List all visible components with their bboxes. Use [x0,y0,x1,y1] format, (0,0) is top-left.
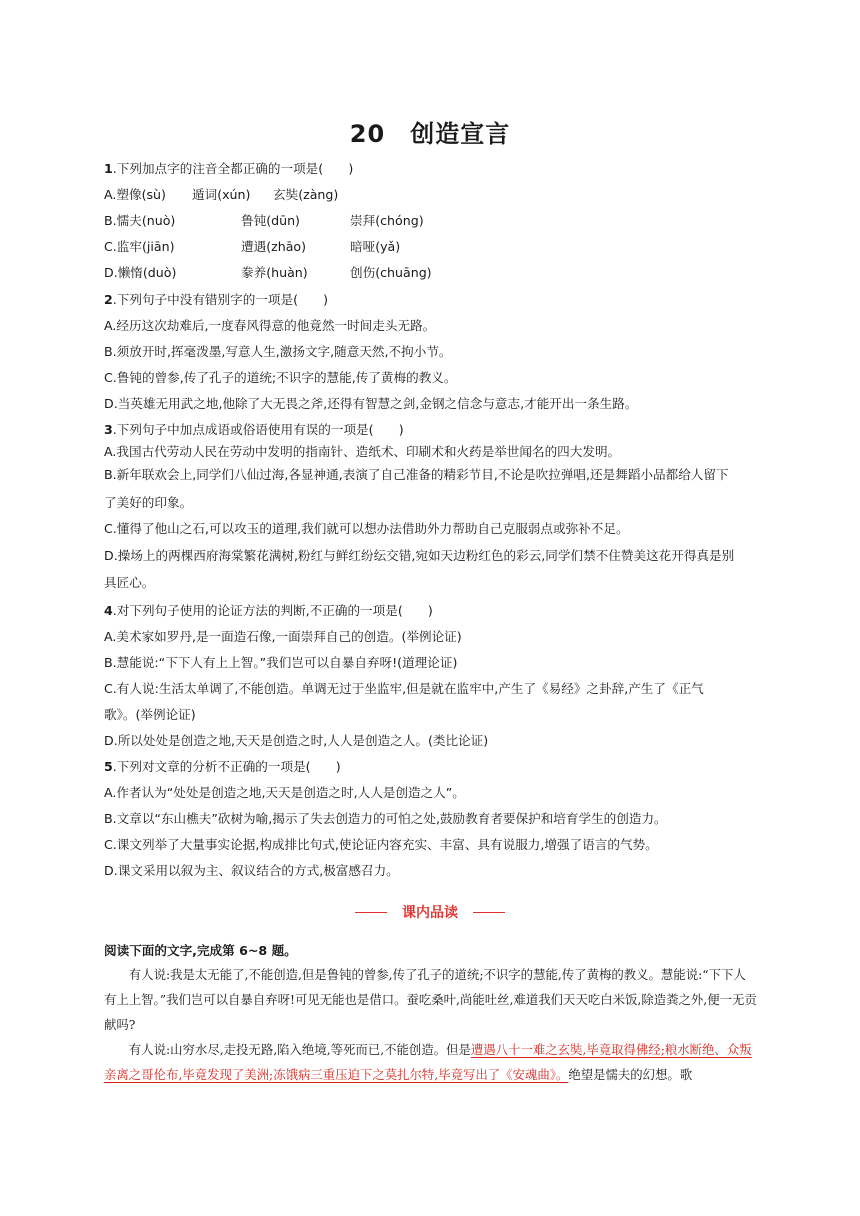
question-4-text: .对下列句子使用的论证方法的判断,不正确的一项是( ) [112,603,433,618]
q3-option-c: C.懂得了他山之石,可以攻玉的道理,我们就可以想办法借助外力帮助自己克服弱点或弥补不足。 [104,521,629,536]
paragraph-2-lead: 有人说:山穷水尽,走投无路,陷入绝境,等死而已,不能创造。但是 [128,1042,471,1057]
q5-option-d: D.课文采用以叙为主、叙议结合的方式,极富感召力。 [104,863,399,878]
q1-c-word3: 暗哑(yǎ) [350,239,401,254]
q5-option-b: B.文章以“东山樵夫”砍树为喻,揭示了失去创造力的可怕之处,鼓励教育者要保护和培育学生的创造力。 [104,811,667,826]
q5-option-a: A.作者认为“处处是创造之地,天天是创造之时,人人是创造之人”。 [104,785,465,800]
q3-option-d-cont: 具匠心。 [104,575,155,590]
q1-d-word3: 创伤(chuāng) [350,265,432,280]
q1-a-word2: 遁词(xún) [192,187,251,202]
question-5-number: 5 [104,759,113,774]
q2-option-b: B.须放开时,挥毫泼墨,写意人生,激扬文字,随意天然,不拘小节。 [104,344,452,359]
q1-b-word1: B.懦夫(nuò) [104,213,176,228]
q1-b-word2: 鲁钝(dūn) [241,213,300,228]
q4-option-c-cont: 歌》。(举例论证) [104,707,196,722]
section-header [0,902,860,922]
reading-paragraph-1: 有人说:我是太无能了,不能创造,但是鲁钝的曾参,传了孔子的道统;不识字的慧能,传了黄梅的教义。慧能说:“下下人有上上智。”我们岂可以自暴自弃呀!可见无能也是借口。蚕吃桑叶,尚能吐丝,难道我们天天吃白米饭,除造粪之外,便一无贡献吗? [104,967,757,1032]
question-1-stem [104,160,353,178]
q4-option-c: C.有人说:生活太单调了,不能创造。单调无过于坐监牢,但是就在监牢中,产生了《易经》之卦辞,产生了《正气 [104,681,704,696]
q1-c-word1: C.监牢(jiān) [104,239,175,254]
page-title: 20 创造宣言 [349,120,511,148]
q5-option-c: C.课文列举了大量事实论据,构成排比句式,使论证内容充实、丰富、具有说服力,增强了语言的气势。 [104,837,658,852]
q3-option-b-cont: 了美好的印象。 [104,495,193,510]
question-4-stem [104,602,433,620]
q4-option-b: B.慧能说:“下下人有上上智。”我们岂可以自暴自弃呀!(道理论证) [104,655,458,670]
q3-option-b: B.新年联欢会上,同学们八仙过海,各显神通,表演了自己准备的精彩节目,不论是吹拉弹唱,还是舞蹈小品都给人留下 [104,467,729,482]
reading-instruction: 阅读下面的文字,完成第 6~8 题。 [104,943,297,958]
question-2-text: .下列句子中没有错别字的一项是( ) [112,292,329,307]
paragraph-2-tail: 绝望是懦夫的幻想。歌 [568,1067,693,1082]
question-4-number: 4 [104,603,113,618]
question-2-stem [104,291,328,309]
question-3-number: 3 [104,422,113,437]
q1-b-word3: 崇拜(chóng) [350,213,424,228]
q1-a-word3: 玄奘(zàng) [273,187,339,202]
q4-option-d: D.所以处处是创造之地,天天是创造之时,人人是创造之人。(类比论证) [104,733,489,748]
q1-d-word2: 豢养(huàn) [241,265,308,280]
q3-option-d: D.操场上的两棵西府海棠繁花满树,粉红与鲜红纷纭交错,宛如天边粉红色的彩云,同学们禁不住赞美这花开得真是别 [104,548,735,563]
question-3-stem [104,421,404,439]
q1-a-word1: A.塑像(sù) [104,187,166,202]
q1-d-word1: D.懒惰(duò) [104,265,177,280]
q2-option-a: A.经历这次劫难后,一度春风得意的他竟然一时间走头无路。 [104,318,436,333]
q3-option-a: A.我国古代劳动人民在劳动中发明的指南针、造纸术、印刷术和火药是举世闻名的四大发明。 [104,444,621,459]
paragraph-2-highlight: 遭遇八十一难之玄奘,毕竟取得佛经;粮水断绝、众叛亲离之哥伦布,毕竟发现了美洲;冻饿病三重压迫下之莫扎尔特,毕竟写出了《安魂曲》。 [104,1042,752,1082]
q1-c-word2: 遭遇(zhāo) [241,239,307,254]
section-rule-right [473,912,505,913]
question-1-number: 1 [104,161,113,176]
question-5-stem [104,758,341,776]
question-3-text: .下列句子中加点成语或俗语使用有误的一项是( ) [112,422,404,437]
question-2-number: 2 [104,292,113,307]
question-5-text: .下列对文章的分析不正确的一项是( ) [112,759,341,774]
q2-option-d: D.当英雄无用武之地,他除了大无畏之斧,还得有智慧之剑,金钢之信念与意志,才能开出一条生路。 [104,396,638,411]
reading-paragraph-2 [104,1037,758,1087]
q4-option-a: A.美术家如罗丹,是一面造石像,一面崇拜自己的创造。(举例论证) [104,629,462,644]
question-1-text: .下列加点字的注音全都正确的一项是( ) [112,161,354,176]
section-title: 课内品读 [402,905,458,921]
q2-option-c: C.鲁钝的曾参,传了孔子的道统;不识字的慧能,传了黄梅的教义。 [104,370,457,385]
